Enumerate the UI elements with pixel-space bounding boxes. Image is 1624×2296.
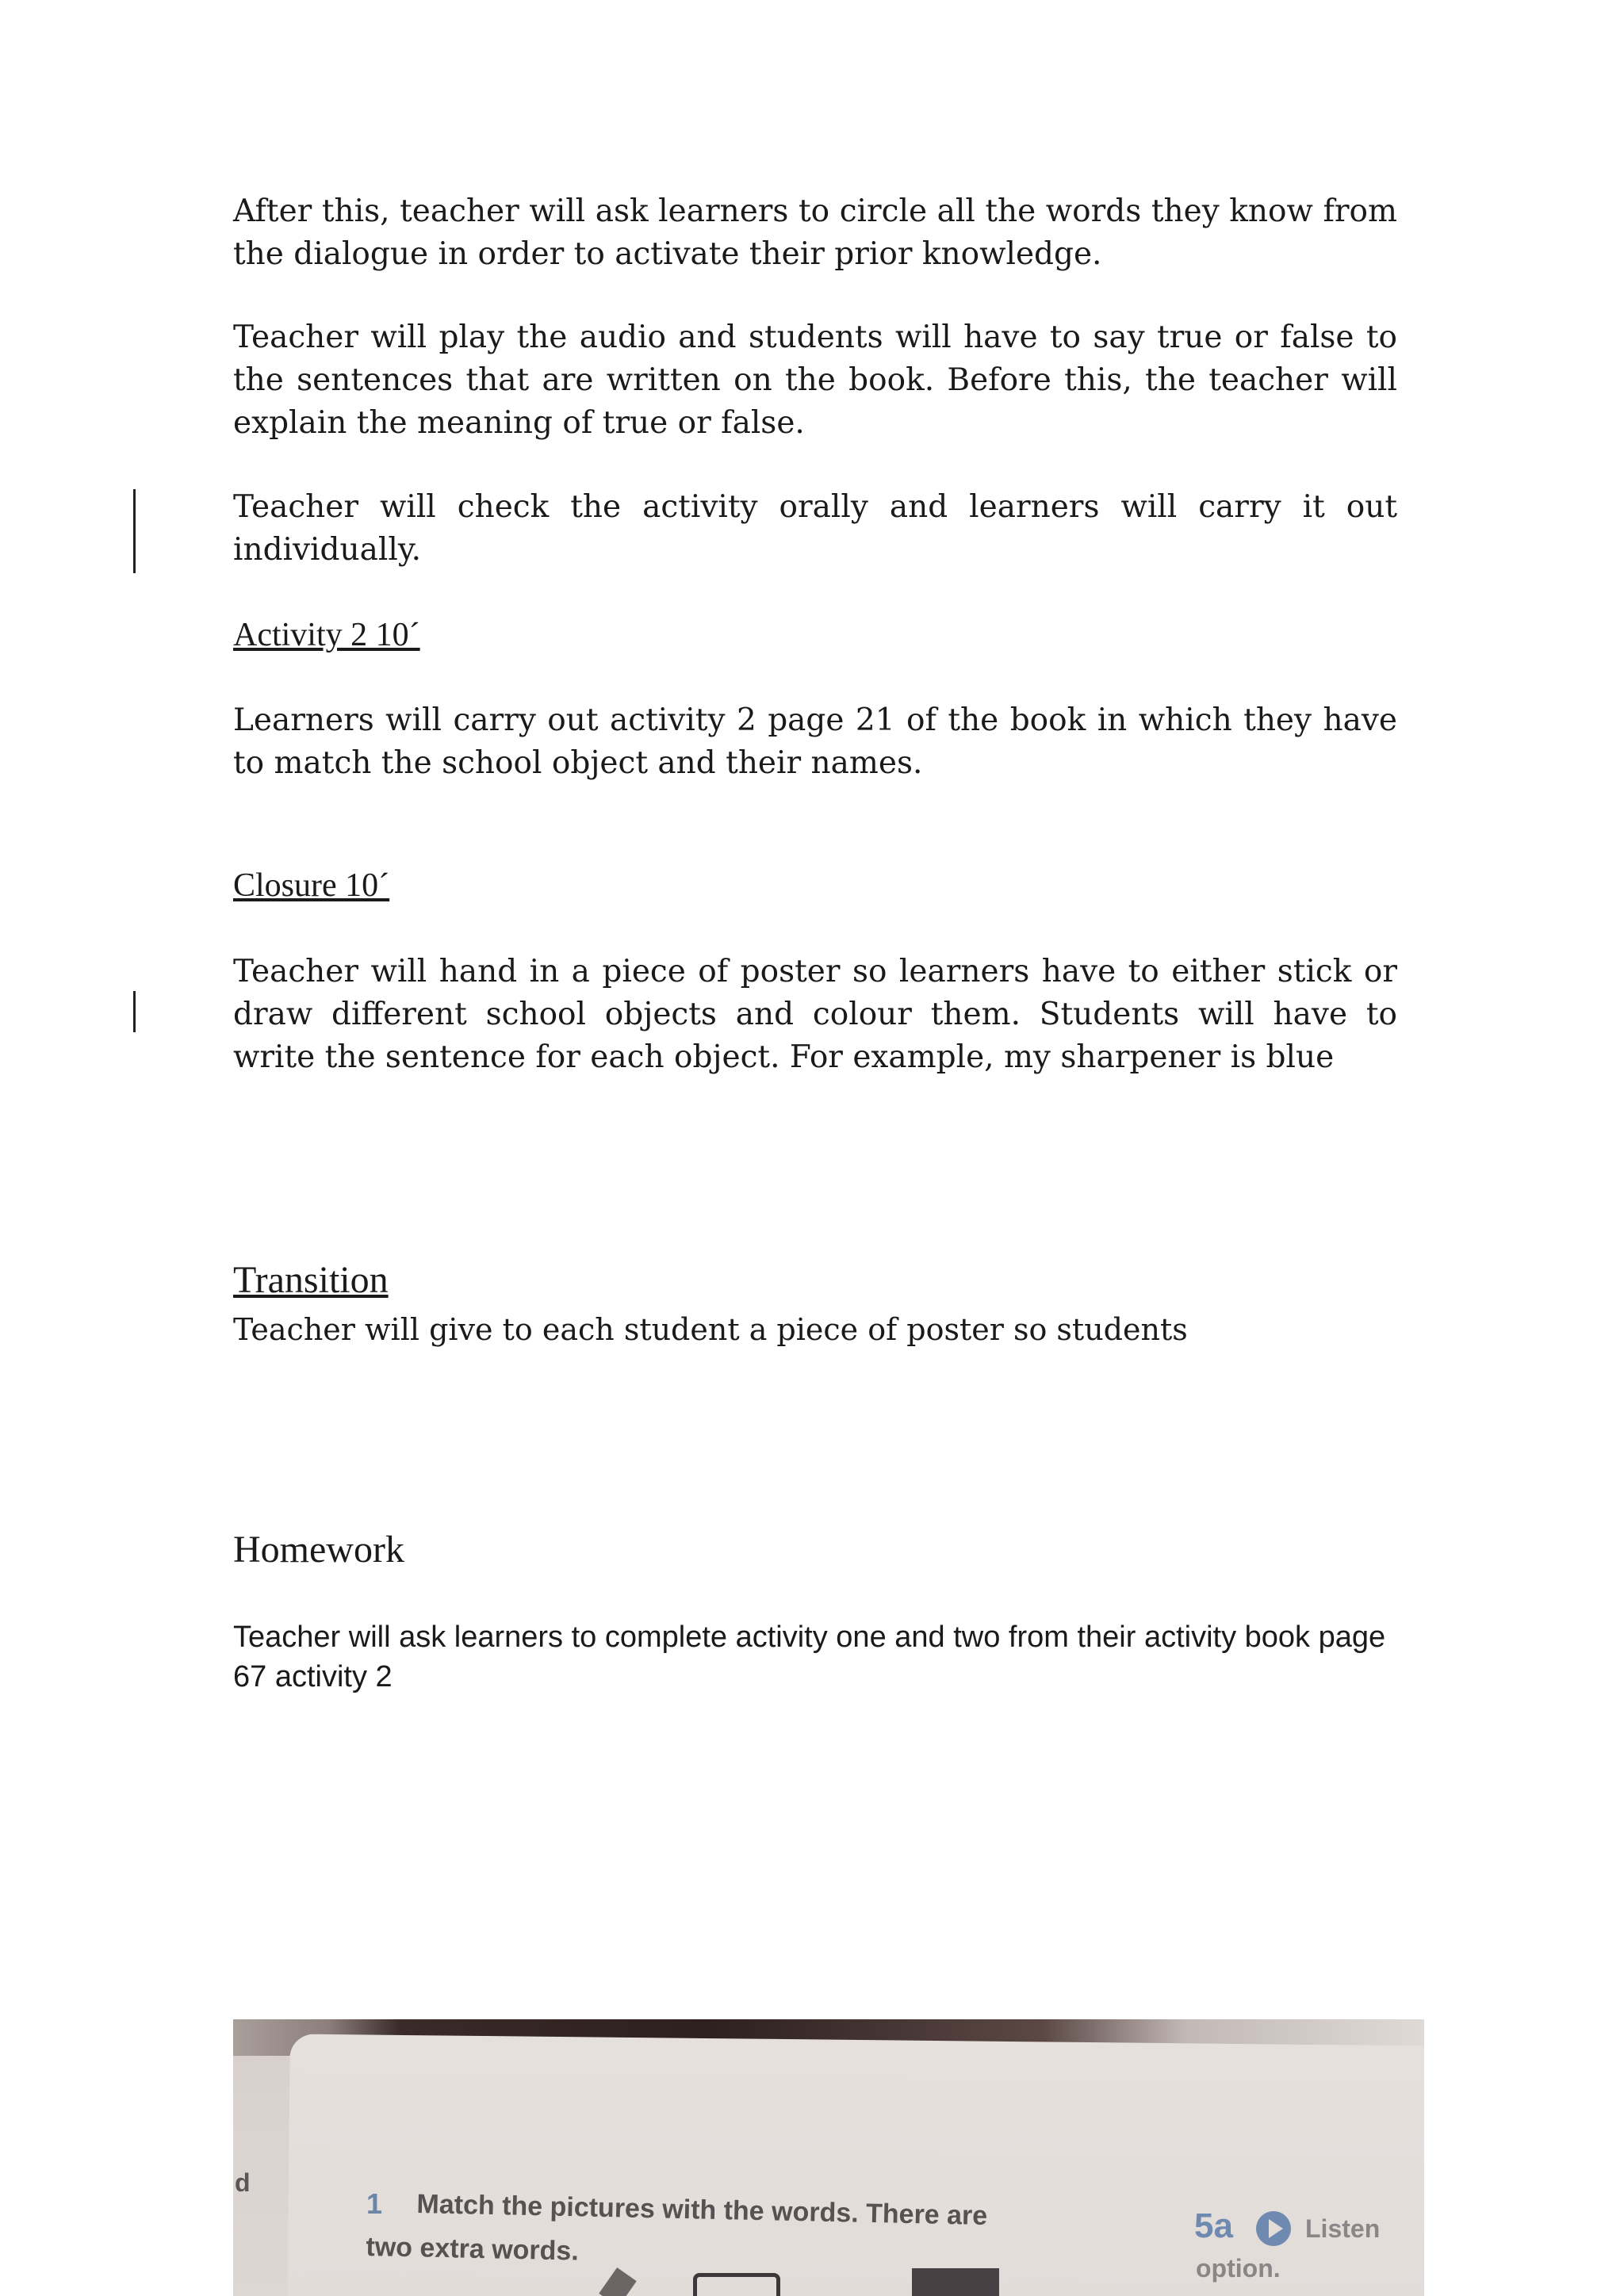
revision-bar — [133, 991, 136, 1032]
paragraph-closure: Teacher will hand in a piece of poster so learners have to either stick or draw different school objects and colour them. Students will have to write the sentence for each object. For example, my sharpener is blue — [233, 954, 1397, 1075]
revision-bar — [133, 489, 136, 573]
photo-listen-text: Listen — [1305, 2214, 1381, 2243]
photo-edge-mark: d — [235, 2168, 251, 2197]
transition-text: Teacher will give to each student a piece of poster so students — [233, 1312, 1188, 1347]
homework-heading: Homework — [233, 1529, 404, 1571]
paragraph-check-activity: Teacher will check the activity orally and learners will carry it out individually. — [233, 489, 1397, 568]
activity-2-heading: Activity 2 10´ — [233, 617, 420, 653]
workbook-photo — [233, 2019, 1424, 2296]
photo-exercise-number: 1 — [366, 2187, 383, 2220]
paragraph-play-audio: Teacher will play the audio and students will have to say true or false to the sentences that are written on the book. Before this, the teacher will explain the meaning of true or false. — [233, 320, 1397, 441]
closure-heading: Closure 10´ — [233, 867, 390, 904]
book-picture — [912, 2268, 999, 2296]
play-icon — [1256, 2211, 1291, 2246]
paragraph-activity-2: Learners will carry out activity 2 page 21 of the book in which they have to match the school object and their names. — [233, 702, 1397, 781]
photo-exercise-5a: 5a — [1194, 2206, 1233, 2245]
paragraph-circle-words: After this, teacher will ask learners to circle all the words they know from the dialogue in order to activate their prior knowledge. — [233, 193, 1397, 272]
homework-text: Teacher will ask learners to complete activity one and two from their activity book page 67 activity 2 — [233, 1621, 1386, 1693]
box-picture — [693, 2273, 780, 2296]
photo-instruction-line1: Match the pictures with the words. There are — [416, 2188, 988, 2232]
photo-instruction-line2: two extra words. — [366, 2231, 580, 2267]
transition-heading: Transition — [233, 1259, 389, 1301]
photo-option-text: option. — [1196, 2254, 1281, 2283]
